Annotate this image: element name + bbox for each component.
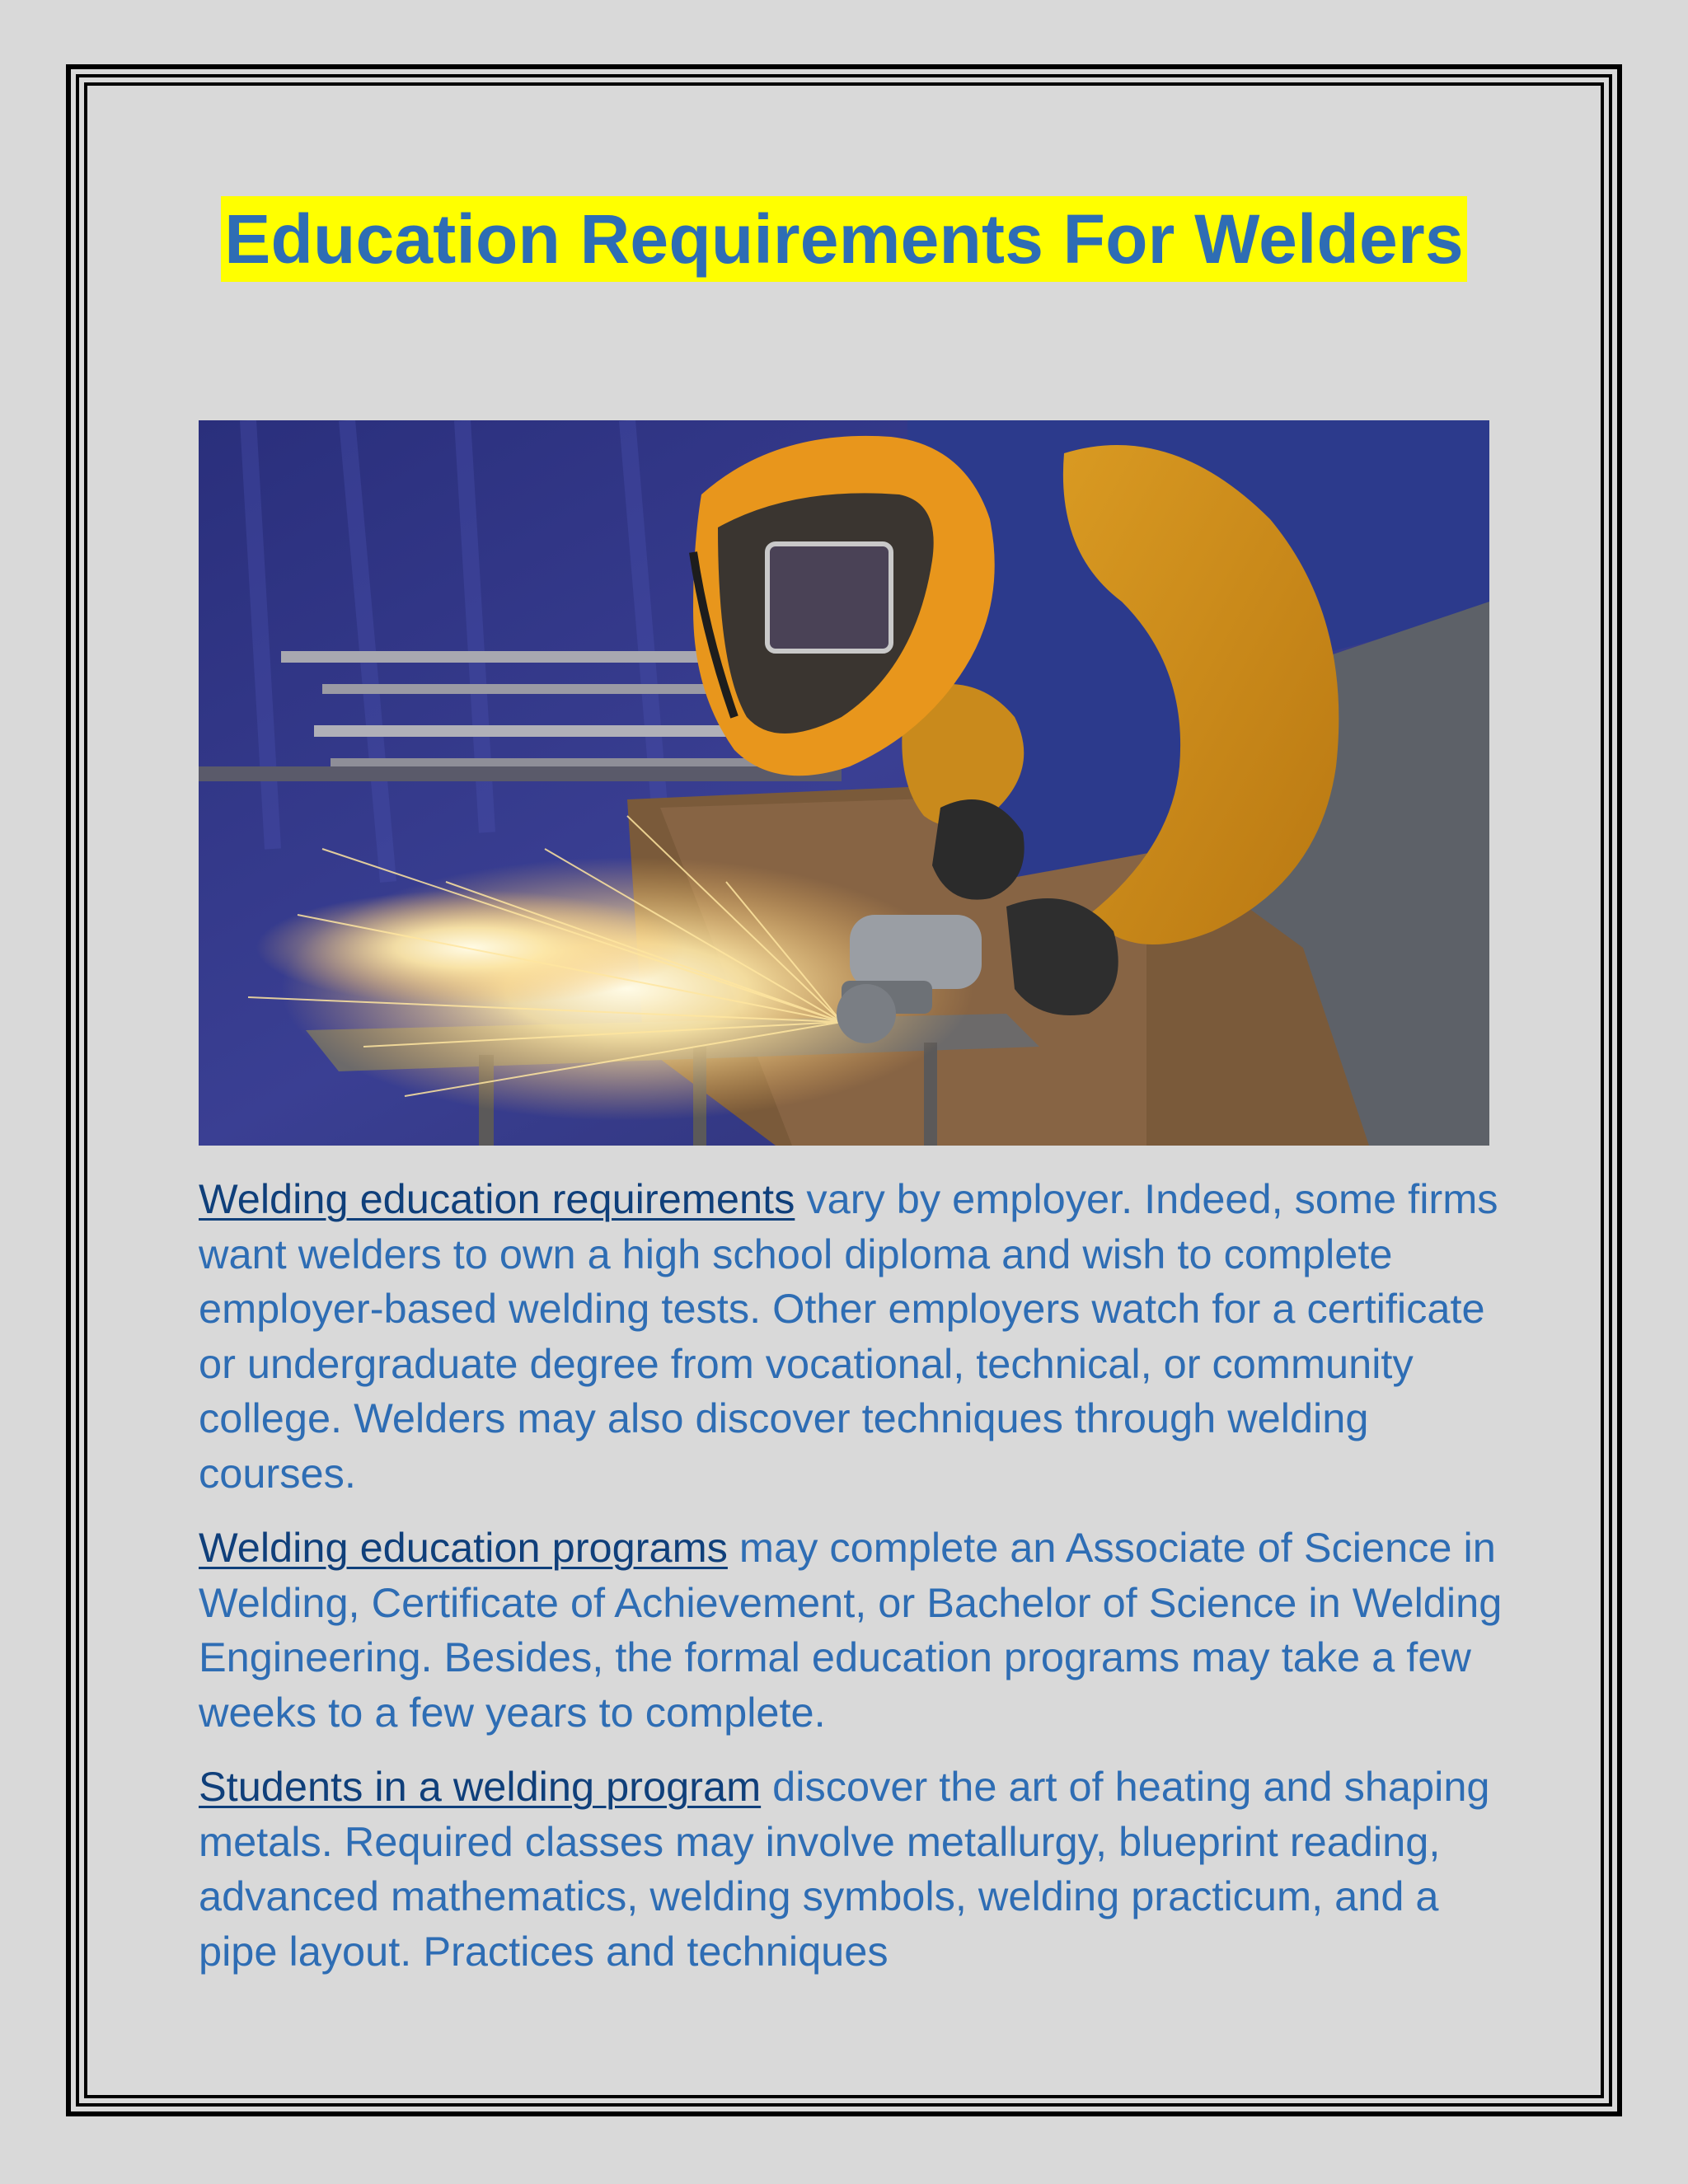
body-content [199, 1172, 1517, 1999]
paragraph-programs [199, 1521, 1517, 1740]
page-title: Education Requirements For Welders [221, 196, 1467, 282]
paragraph-students-text: discover the art of heating and shaping metals. Required classes may involve metallurgy, blueprint reading, advanced mathematics, welding symbols, welding practicum, and a pipe layout. Practices and techniques [199, 1763, 1490, 1975]
link-welding-education-programs[interactable]: Welding education programs [199, 1524, 728, 1571]
title-container [0, 196, 1688, 282]
paragraph-students [199, 1760, 1517, 1979]
paragraph-programs-text: may complete an Associate of Science in Welding, Certificate of Achievement, or Bachelor of Science in Welding Engineering. Besides, the formal education programs may take a few weeks to a few years to complete. [199, 1524, 1503, 1736]
welder-photo [199, 420, 1489, 1146]
link-welding-education-requirements[interactable]: Welding education requirements [199, 1175, 795, 1222]
paragraph-requirements [199, 1172, 1517, 1501]
paragraph-requirements-text: vary by employer. Indeed, some firms want welders to own a high school diploma and wish to complete employer-based welding tests. Other employers watch for a certificate or undergraduate degree from vocational, technical, or community college. Welders may also discover techniques through welding courses. [199, 1175, 1498, 1497]
link-students-in-welding-program[interactable]: Students in a welding program [199, 1763, 762, 1810]
